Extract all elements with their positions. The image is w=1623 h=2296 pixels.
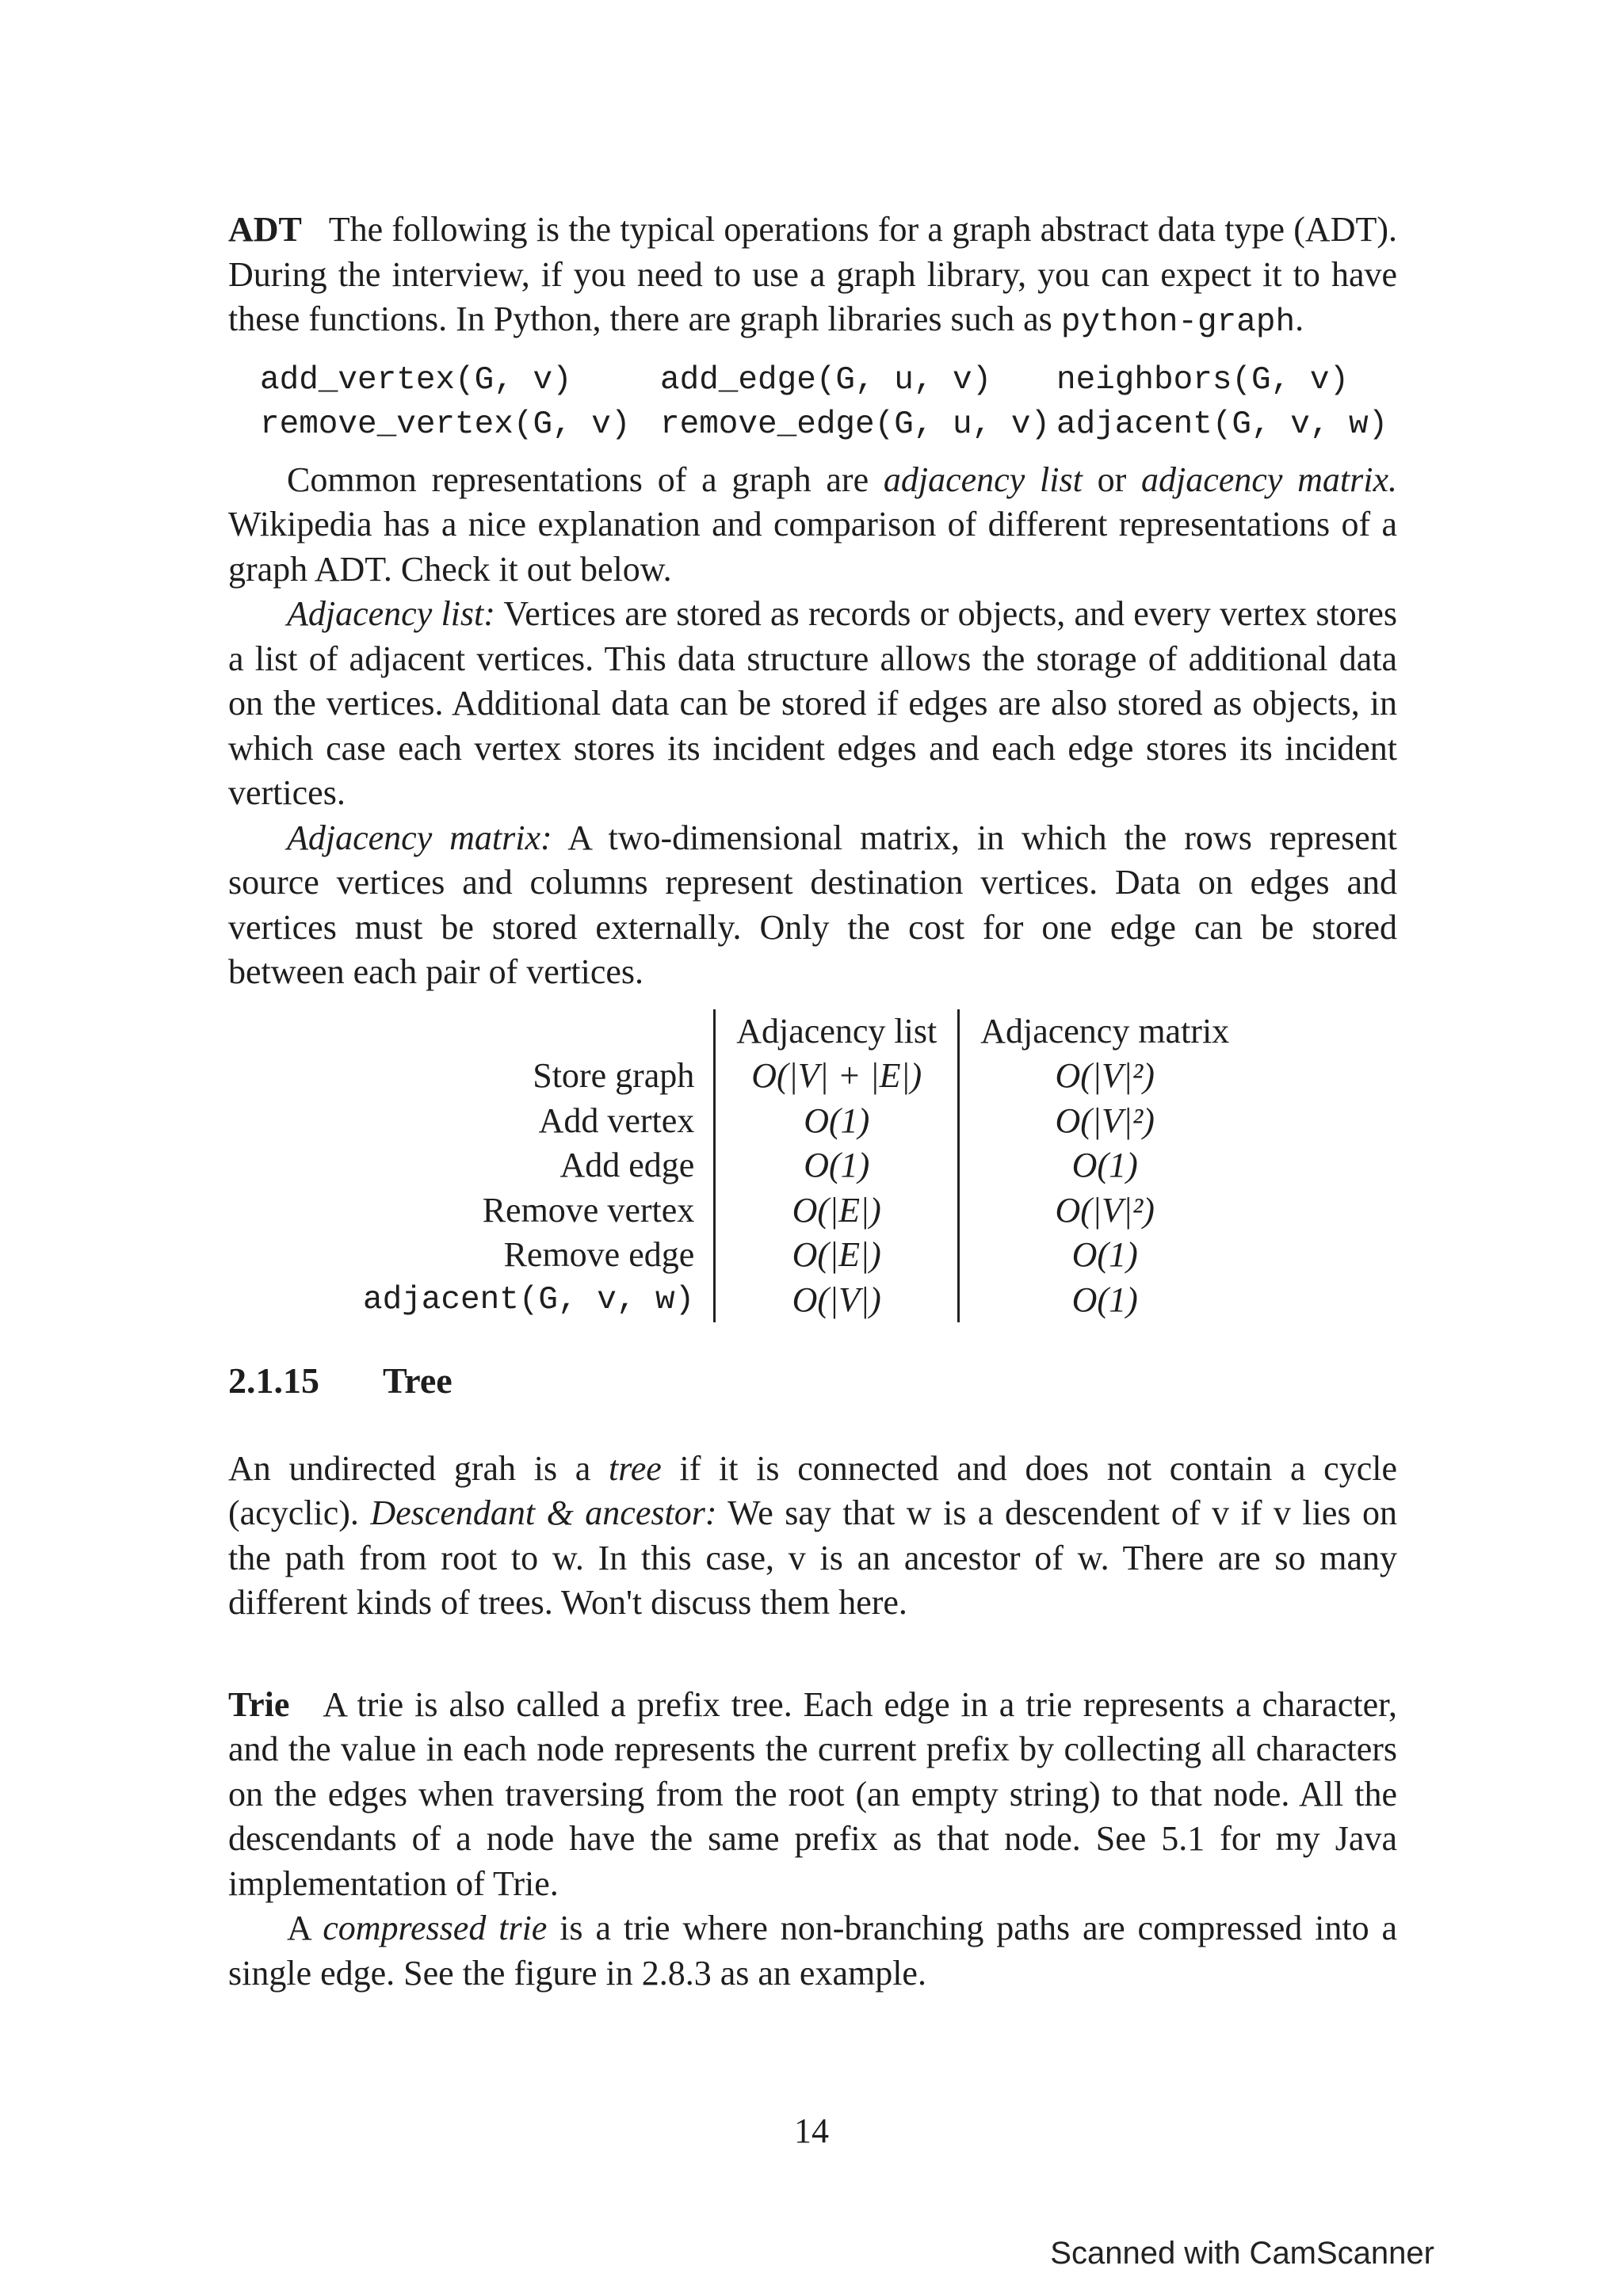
op-adjacent: adjacent(G, v, w) [1056,406,1388,443]
adt-paragraph: ADT The following is the typical operations for a graph abstract data type (ADT). During the interview, if you need to use a graph library, you can expect it to have these functions. In Python, there are graph libraries such as python-graph. [228,210,1397,341]
page-body [228,208,1397,1996]
trie-heading: Trie [228,1684,290,1724]
op-add-vertex: add_vertex(G, v) [260,361,572,399]
complexity-table [346,1009,1250,1323]
common-paragraph: Common representations of a graph are adjacency list or adjacency matrix. Wikipedia has a nice explanation and comparison of different representations of a graph ADT. Check it out below. [228,460,1398,589]
section-number: 2.1.15 [228,1360,319,1401]
table-row: Remove vertex O(|E|) O(|V|²) [346,1188,1250,1234]
table-row: Add edge O(1) O(1) [346,1143,1250,1188]
trie-paragraph: Trie A trie is also called a prefix tree. Each edge in a trie represents a character, and the value in each node represents the current prefix by collecting all characters on the edges when traversing from the root (an empty string) to that node. All the descendants of a node have the same prefix as that node. See 5.1 for my Java implementation of Trie. [228,1684,1398,1903]
table-row: adjacent(G, v, w) O(|V|) O(1) [346,1278,1250,1323]
table-header-row [346,1009,1250,1055]
adjacency-list-paragraph: Adjacency list: Vertices are stored as records or objects, and every vertex stores a list of adjacent vertices. This data structure allows the storage of additional data on the vertices. Additional data can be stored if edges are also stored as objects, in which case each vertex stores its incident edges and each edge stores its incident vertices. [228,594,1398,812]
op-add-edge: add_edge(G, u, v) [660,361,992,399]
section-title: Tree [383,1360,453,1401]
page-number: 14 [794,2111,829,2150]
tree-paragraph: An undirected grah is a tree if it is connected and does not contain a cycle (acyclic). Descendant & ancestor: We say that w is a descendent of v if v lies on the path from root to w. In this case, v is an ancestor of w. There are so many different kinds of trees. Won't discuss them here. [228,1448,1398,1622]
col-header-list: Adjacency list [715,1009,959,1055]
compressed-trie-paragraph: A compressed trie is a trie where non-branching paths are compressed into a single edge. See the figure in 2.8.3 as an example. [228,1909,1398,1993]
adjacency-matrix-label: Adjacency matrix: [287,818,552,857]
adt-text: The following is the typical operations for a graph abstract data type (ADT). During the interview, if you need to use a graph library, you can expect it to have these functions. In Python, there are graph libraries such as [228,210,1397,338]
op-remove-edge: remove_edge(G, u, v) [660,406,1051,443]
adt-heading: ADT [228,210,302,249]
table-row: Add vertex O(1) O(|V|²) [346,1099,1250,1144]
table-row: Store graph O(|V| + |E|) O(|V|²) [346,1054,1250,1099]
adjacency-list-label: Adjacency list: [287,594,495,633]
table-row: Remove edge O(|E|) O(1) [346,1233,1250,1278]
section-heading [228,1359,1397,1404]
op-neighbors: neighbors(G, v) [1056,361,1350,399]
adjacency-matrix-paragraph: Adjacency matrix: A two-dimensional matrix, in which the rows represent source vertices and columns represent destination vertices. Data on edges and vertices must be stored externally. Only the cost for one edge can be stored between each pair of vertices. [228,818,1397,991]
operations-grid [260,358,1397,447]
col-header-matrix: Adjacency matrix [959,1009,1250,1055]
lib-name: python-graph [1060,304,1296,341]
op-remove-vertex: remove_vertex(G, v) [260,406,631,443]
camscanner-watermark: Scanned with CamScanner [1050,2236,1434,2271]
